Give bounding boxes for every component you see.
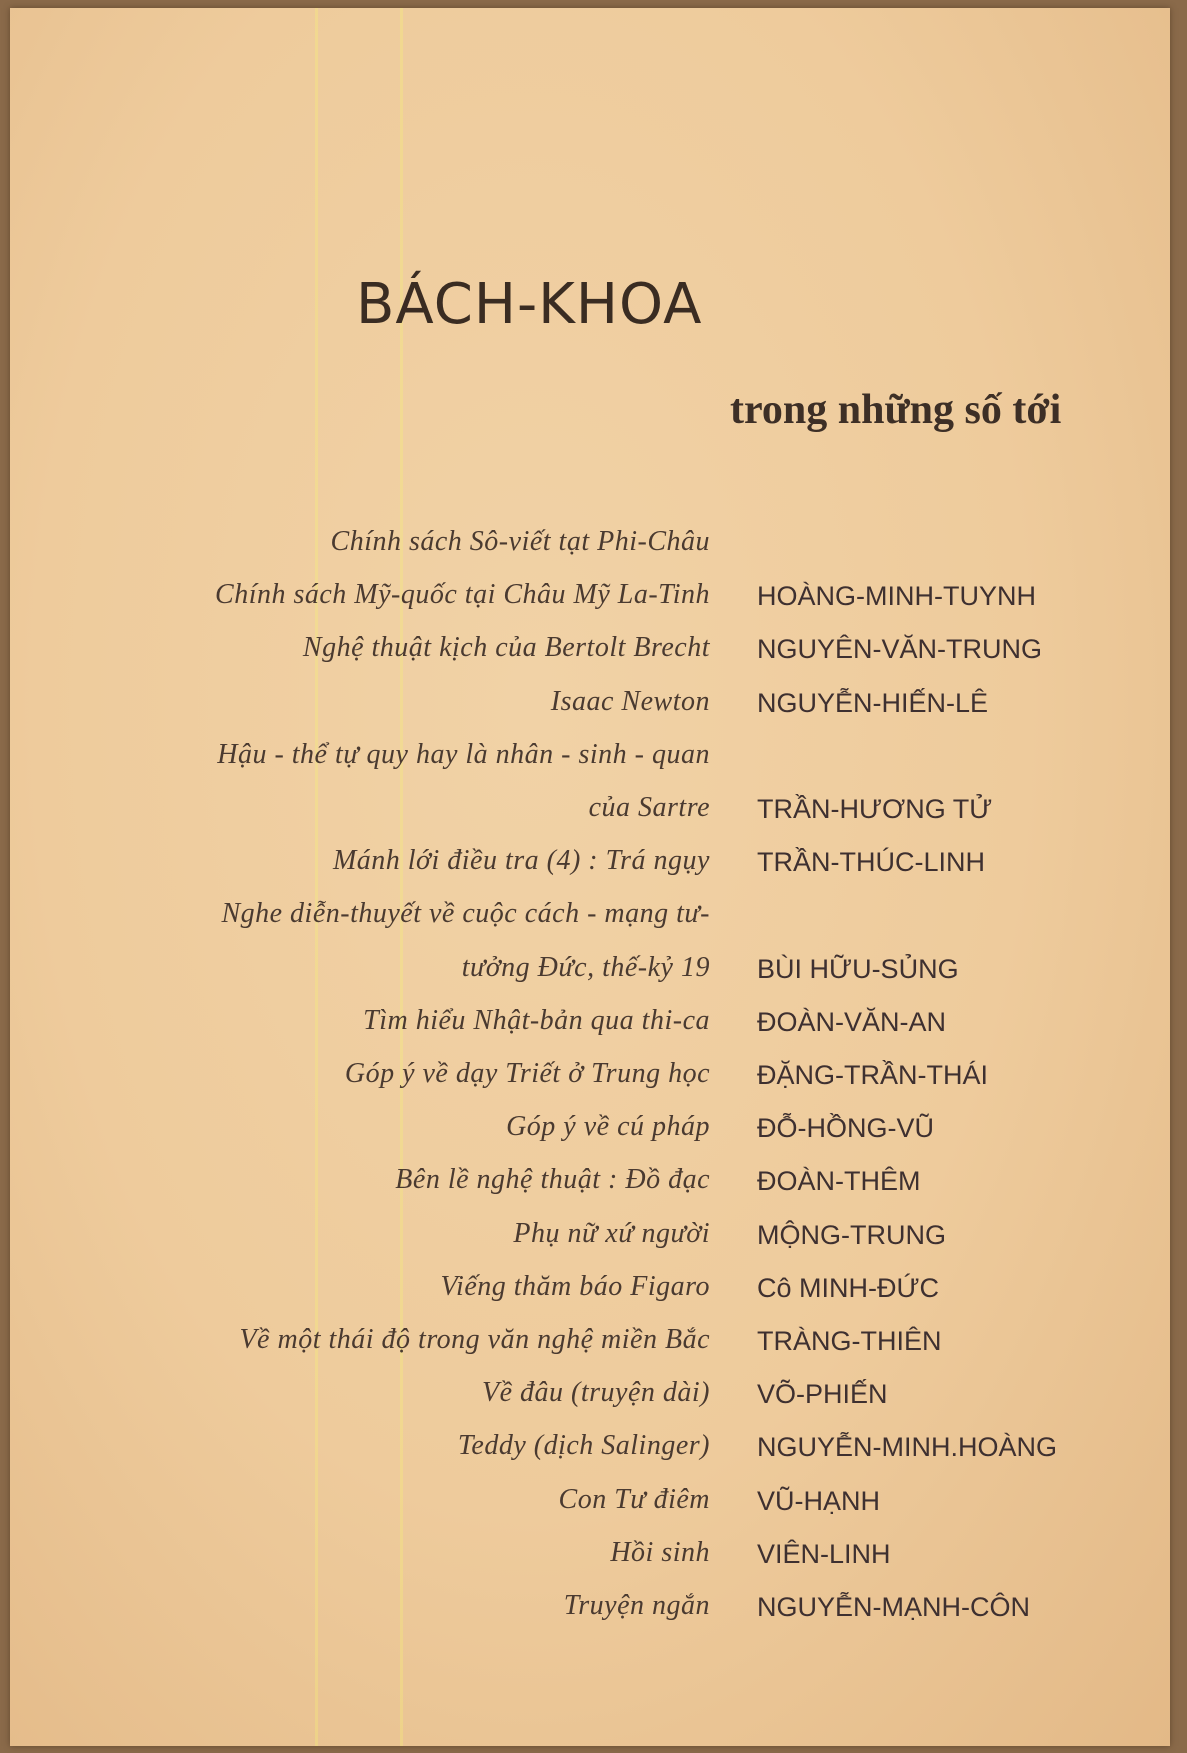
entry-title: Phụ nữ xứ người: [513, 1217, 710, 1249]
entry-title: Con Tư điêm: [558, 1483, 710, 1515]
entry-title: Về đâu (truyện dài): [482, 1377, 710, 1409]
magazine-page: [10, 8, 1170, 1746]
entry-title: Chính sách Mỹ-quốc tại Châu Mỹ La-Tinh: [215, 579, 710, 611]
entry-author: NGUYỄN-HIẾN-LÊ: [757, 687, 989, 718]
entry-author: VIÊN-LINH: [757, 1538, 891, 1569]
entry-title: Nghe diễn-thuyết về cuộc cách - mạng tư-: [221, 898, 710, 930]
entry-author: HOÀNG-MINH-TUYNH: [757, 581, 1036, 612]
entry-title: Isaac Newton: [550, 685, 710, 717]
entry-author: TRẦN-THÚC-LINH: [757, 847, 985, 878]
entry-title: Bên lề nghệ thuật : Đồ đạc: [395, 1164, 710, 1196]
entry-author: ĐOÀN-VĂN-AN: [757, 1006, 947, 1037]
entry-title: Nghệ thuật kịch của Bertolt Brecht: [302, 632, 710, 664]
fold-crease: [315, 8, 318, 1746]
entry-author: MỘNG-TRUNG: [757, 1219, 946, 1250]
entry-author: VŨ-HẠNH: [757, 1485, 881, 1516]
entry-author: Cô MINH-ĐỨC: [757, 1272, 940, 1303]
entry-title: Mánh lới điều tra (4) : Trá ngụy: [332, 845, 710, 877]
entry-author: NGUYỄN-MẠNH-CÔN: [757, 1592, 1030, 1622]
entry-title: Góp ý về dạy Triết ở Trung học: [344, 1058, 710, 1089]
entry-title: Chính sách Sô-viết tạt Phi-Châu: [330, 526, 710, 557]
entry-author: NGUYỄN-MINH.HOÀNG: [757, 1432, 1058, 1463]
entry-author: NGUYÊN-VĂN-TRUNG: [757, 634, 1043, 665]
entry-author: TRẦN-HƯƠNG TỬ: [757, 794, 993, 824]
entry-title: Về một thái độ trong văn nghệ miền Bắc: [239, 1324, 710, 1355]
entry-author: ĐOÀN-THÊM: [757, 1166, 921, 1197]
entry-author: ĐẶNG-TRẦN-THÁI: [757, 1060, 988, 1090]
entry-author: ĐỖ-HỒNG-VŨ: [757, 1113, 934, 1144]
entry-title: Hồi sinh: [610, 1536, 710, 1568]
entry-author: BÙI HỮU-SỦNG: [757, 953, 959, 984]
entry-title: Góp ý về cú pháp: [506, 1111, 710, 1143]
entry-title: Viếng thăm báo Figaro: [440, 1270, 710, 1302]
entry-title: của Sartre: [588, 792, 710, 823]
entry-title: Hậu - thể tự quy hay là nhân - sinh - quan: [217, 738, 710, 770]
entry-title: Tìm hiểu Nhật-bản qua thi-ca: [363, 1004, 710, 1036]
entry-title: Truyện ngắn: [563, 1590, 710, 1621]
entry-title: tưởng Đức, thế-kỷ 19: [461, 951, 710, 983]
entry-author: TRÀNG-THIÊN: [757, 1326, 942, 1356]
entry-title: Teddy (dịch Salinger): [457, 1430, 710, 1462]
entry-author: VÕ-PHIẾN: [757, 1379, 888, 1410]
page-title: BÁCH-KHOA: [356, 272, 703, 337]
page-subtitle: trong những số tới: [730, 387, 1062, 433]
